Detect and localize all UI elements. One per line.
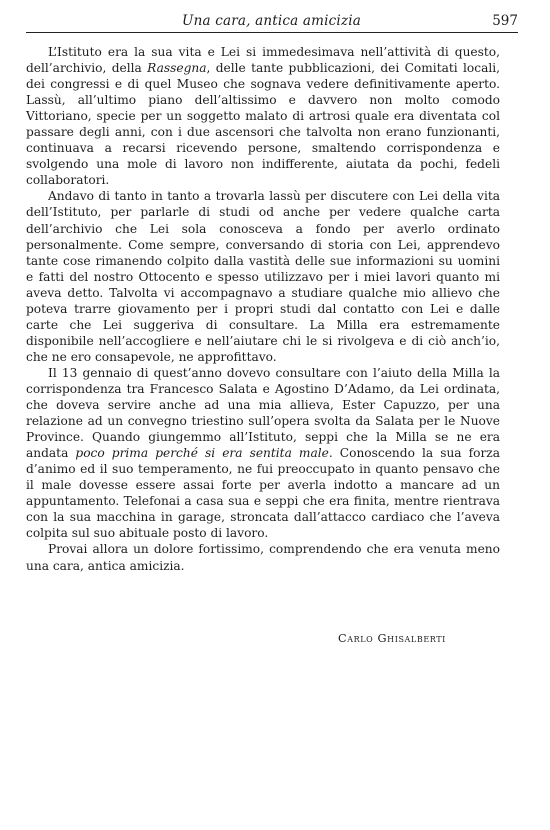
text-run: Il 13 gennaio di quest’anno dovevo consultare con l’aiuto della Milla la corrispondenza tra Francesco Salata e Agostino D’Adamo, da Lei ordinata, che doveva servire anche ad una mia allieva, Ester Capuzzo, per una relazione ad un convegno triestino sull’opera svolta da Salata per le Nuove Province. Quando giungemmo all’Istituto, seppi che la Milla se ne era andata	[26, 365, 500, 461]
running-title: Una cara, antica amicizia	[182, 13, 362, 29]
paragraph	[26, 188, 500, 365]
author-signature: Carlo Ghisalberti	[338, 632, 446, 645]
text-run: Andavo di tanto in tanto a trovarla lassù per discutere con Lei della vita dell’Istituto, per parlarle di studi od anche per vedere qualche carta dell’archivio che Lei sola conosceva a fondo per averlo ordinato personalmente. Come sempre, conversando di storia con Lei, apprendevo tante cose rimanendo colpito dalla vastità delle sue informazioni su uomini e fatti del nostro Ottocento e spesso utilizzavo per i miei lavori quanto mi aveva detto. Talvolta vi accompagnavo a studiare qualche mio allievo che poteva trarre giovamento per i propri studi dal contatto con Lei e dalle carte che Lei suggeriva di consultare. La Milla era estremamente disponibile nell’accogliere e nell’aiutare chi le si rivolgeva e di ciò anch’io, che ne ero consapevole, ne approfittavo.	[26, 189, 500, 364]
article-body	[26, 44, 500, 574]
text-run: L’Istituto era la sua vita e Lei si immedesimava nell’attività di questo, dell’archivio, della	[26, 45, 500, 76]
paragraph	[26, 365, 500, 542]
text-run: Provai allora un dolore fortissimo, comprendendo che era venuta meno una cara, antica amicizia.	[26, 542, 500, 573]
italic-text: Rassegna	[147, 61, 207, 76]
running-header	[26, 6, 518, 33]
text-run: , delle tante pubblicazioni, dei Comitati locali, dei congressi e di quel Museo che sognava vedere definitivamente aperto. Lassù, all’ultimo piano dell’altissimo e davvero non molto comodo Vittoriano, specie per un soggetto malato di artrosi quale era diventata col passare degli anni, con i due ascensori che talvolta non erano funzionanti, continuava a recarsi ricevendo persone, smaltendo corrispondenza e svolgendo una mole di lavoro non indifferente, aiutata da pochi, fedeli collaboratori.	[26, 61, 501, 188]
page-number: 597	[492, 13, 518, 29]
paragraph	[26, 44, 500, 188]
paragraph	[26, 541, 500, 573]
text-run: . Conoscendo la sua forza d’animo ed il suo temperamento, ne fui preoccupato in quanto pensavo che il male dovesse essere assai forte per averla indotto a mancare ad un appuntamento. Telefonai a casa sua e seppi che era finita, mentre rientrava con la sua macchina in garage, stroncata dall’attacco cardiaco che l’aveva colpita sul suo abituale posto di lavoro.	[26, 446, 500, 541]
italic-text: poco prima perché si era sentita male	[75, 446, 329, 461]
